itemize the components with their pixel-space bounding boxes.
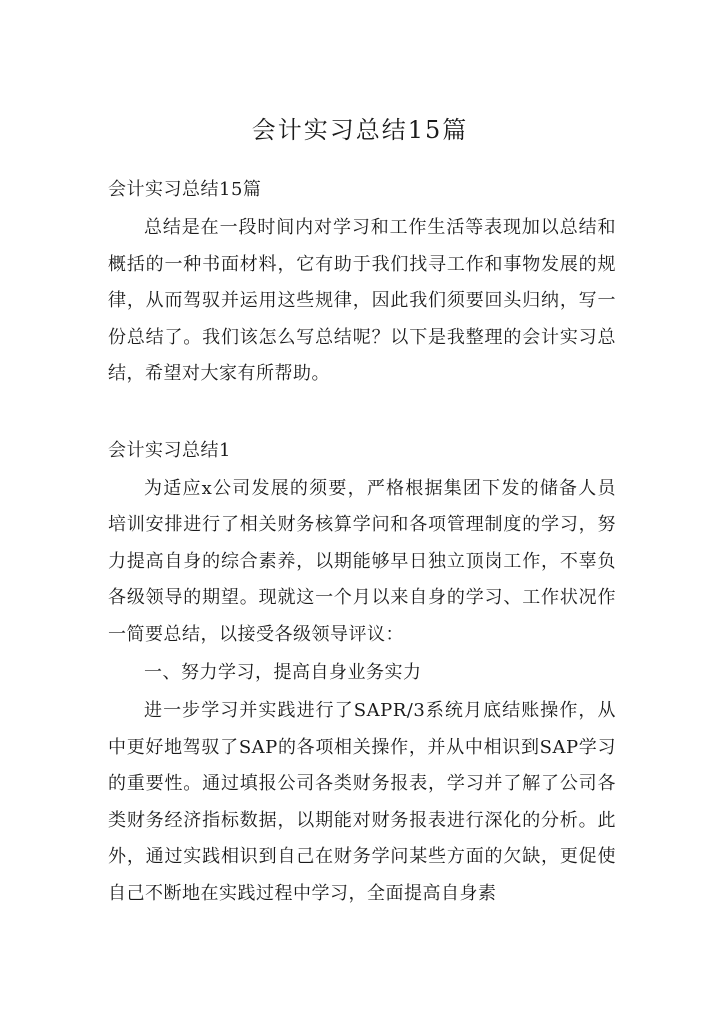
section-heading: 会计实习总结1 <box>108 439 231 461</box>
paragraph-gap <box>108 393 616 431</box>
intro-paragraph: 总结是在一段时间内对学习和工作生活等表现加以总结和概括的一种书面材料，它有助于我们找寻工作和事物发展的规律，从而驾驭并运用这些规律，因此我们须要回头归纳，写一份总结了。我们该怎么写总结呢？以下是我整理的会计实习总结，希望对大家有所帮助。 <box>108 217 616 384</box>
section-paragraph: 进一步学习并实践进行了SAPR/3系统月底结账操作，从中更好地驾驭了SAP的各项相关操作，并从中相识到SAP学习的重要性。通过填报公司各类财务报表，学习并了解了公司各类财务经济指标数据，以期能对财务报表进行深化的分析。此外，通过实践相识到自己在财务学问某些方面的欠缺，更促使自己不断地在实践过程中学习，全面提高自身素 <box>108 700 616 904</box>
document-subtitle: 会计实习总结15篇 <box>108 179 262 200</box>
section-point-heading: 一、努力学习，提高自身业务实力 <box>144 662 422 683</box>
section-paragraph: 为适应x公司发展的须要，严格根据集团下发的储备人员培训安排进行了相关财务核算学问和各项管理制度的学习，努力提高自身的综合素养，以期能够早日独立顶岗工作，不辜负各级领导的期望。现就这一个月以来自身的学习、工作状况作一简要总结，以接受各级领导评议： <box>108 477 616 645</box>
page-title: 会计实习总结15篇 <box>251 116 469 144</box>
document-body <box>108 170 616 912</box>
